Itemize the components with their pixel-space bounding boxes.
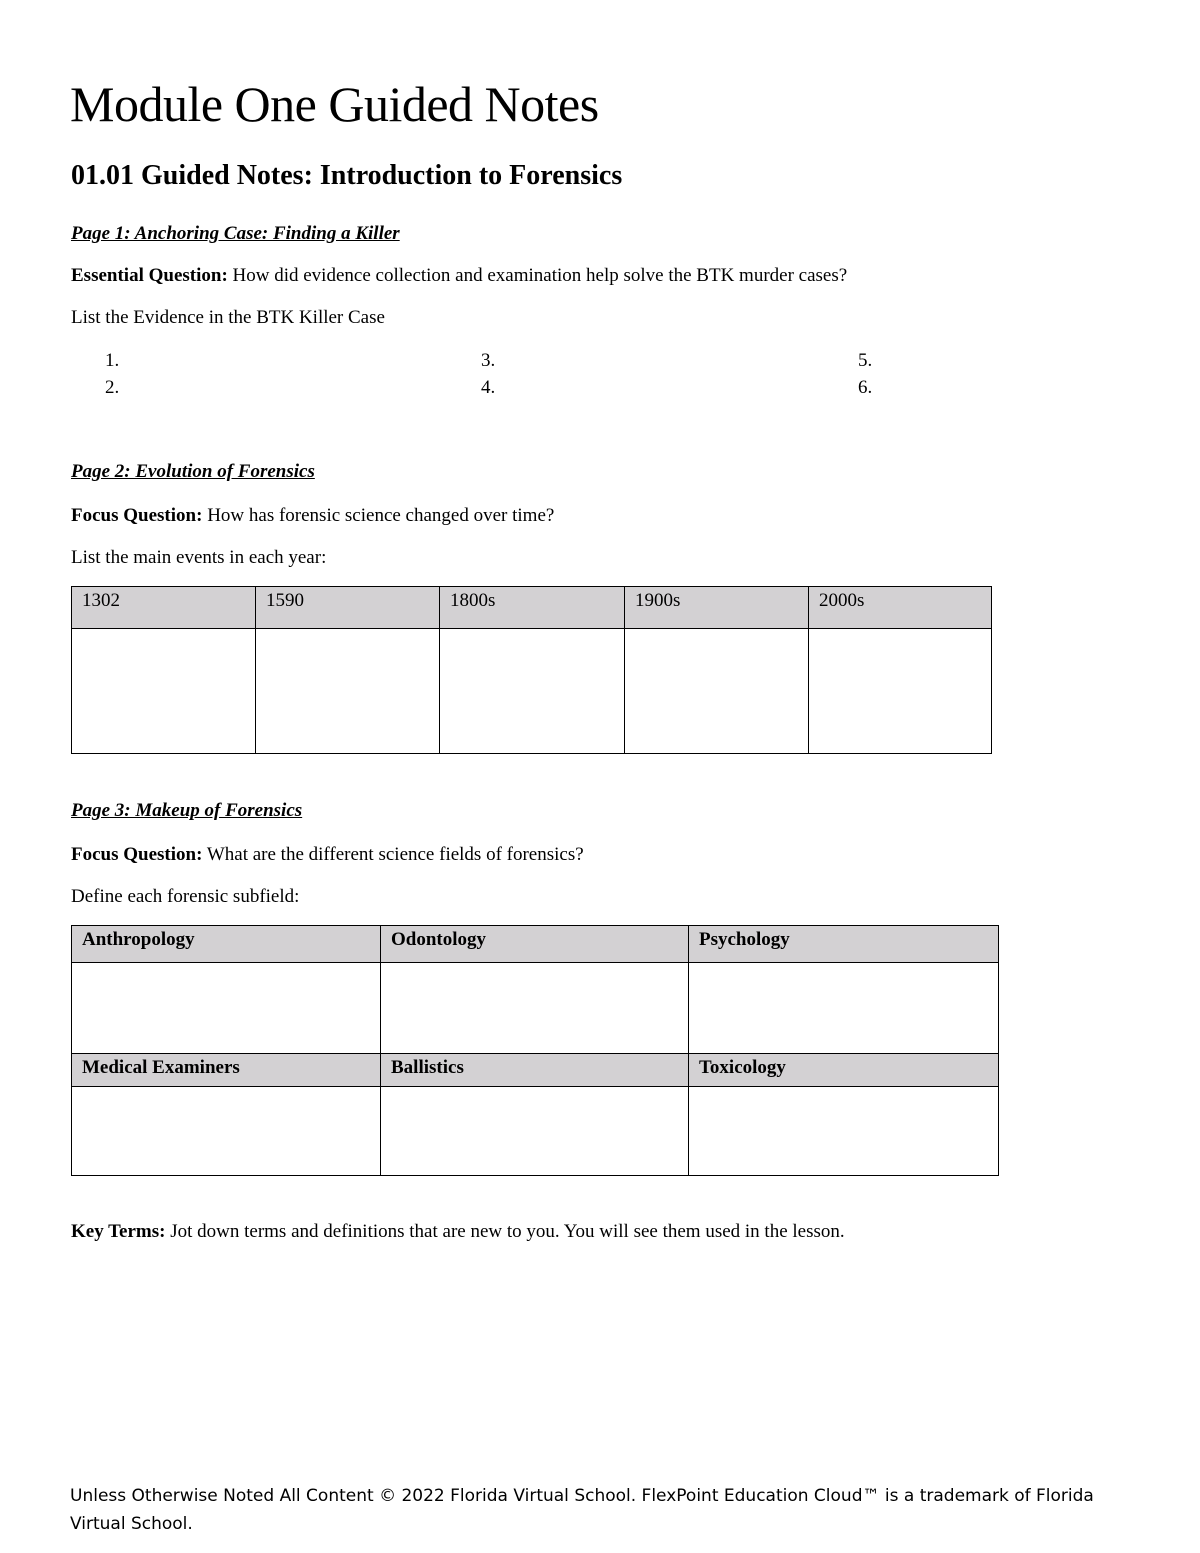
section-title: 01.01 Guided Notes: Introduction to Forensics	[71, 160, 623, 191]
subfield-header-toxicology: Toxicology	[689, 1054, 999, 1087]
page3-list-prompt: Define each forensic subfield:	[71, 886, 300, 907]
document-title: Module One Guided Notes	[70, 76, 599, 132]
key-terms-text: Jot down terms and definitions that are new to you. You will see them used in the lesson.	[165, 1221, 845, 1242]
page1-heading: Page 1: Anchoring Case: Finding a Killer	[71, 223, 400, 244]
focus-question-text: What are the different science fields of forensics?	[202, 844, 584, 865]
year-cell-1590[interactable]	[256, 629, 440, 754]
subfield-header-ballistics: Ballistics	[381, 1054, 689, 1087]
year-cell-2000s[interactable]	[809, 629, 992, 754]
subfield-cell-toxicology[interactable]	[689, 1087, 999, 1176]
evidence-item-4: 4.	[481, 377, 496, 398]
subfield-cell-psychology[interactable]	[689, 963, 999, 1054]
subfield-table	[71, 925, 999, 1176]
focus-question-label: Focus Question:	[71, 844, 203, 865]
evidence-item-1: 1.	[105, 350, 120, 371]
year-header-2000s: 2000s	[809, 587, 992, 629]
subfield-cell-anthropology[interactable]	[72, 963, 381, 1054]
page3-heading: Page 3: Makeup of Forensics	[71, 800, 303, 821]
subfield-header-anthropology: Anthropology	[72, 926, 381, 963]
focus-question-text: How has forensic science changed over time?	[202, 505, 555, 526]
year-header-1800s: 1800s	[440, 587, 625, 629]
subfield-cell-odontology[interactable]	[381, 963, 689, 1054]
subfield-header-psychology: Psychology	[689, 926, 999, 963]
evidence-item-6: 6.	[858, 377, 873, 398]
year-cell-1302[interactable]	[72, 629, 256, 754]
year-cell-1800s[interactable]	[440, 629, 625, 754]
page3-focus-question	[71, 843, 584, 867]
timeline-table	[71, 586, 992, 754]
page1-list-prompt: List the Evidence in the BTK Killer Case	[71, 307, 385, 328]
subfield-cell-medical-examiners[interactable]	[72, 1087, 381, 1176]
page2-list-prompt: List the main events in each year:	[71, 547, 327, 568]
evidence-item-3: 3.	[481, 350, 496, 371]
page2-heading: Page 2: Evolution of Forensics	[71, 461, 315, 482]
year-header-1900s: 1900s	[625, 587, 809, 629]
year-header-1590: 1590	[256, 587, 440, 629]
page2-focus-question	[71, 504, 554, 528]
subfield-header-odontology: Odontology	[381, 926, 689, 963]
copyright-footer: Unless Otherwise Noted All Content © 2022 Florida Virtual School. FlexPoint Education Cloud™ is a trademark of Florida Virtual School.	[70, 1486, 1094, 1534]
essential-question-text: How did evidence collection and examination help solve the BTK murder cases?	[227, 265, 848, 286]
evidence-item-2: 2.	[105, 377, 120, 398]
key-terms	[71, 1220, 845, 1244]
evidence-item-5: 5.	[858, 350, 873, 371]
page1-essential-question	[71, 264, 847, 288]
key-terms-label: Key Terms:	[71, 1221, 166, 1242]
focus-question-label: Focus Question:	[71, 505, 203, 526]
year-header-1302: 1302	[72, 587, 256, 629]
subfield-cell-ballistics[interactable]	[381, 1087, 689, 1176]
year-cell-1900s[interactable]	[625, 629, 809, 754]
subfield-header-medical-examiners: Medical Examiners	[72, 1054, 381, 1087]
essential-question-label: Essential Question:	[71, 265, 228, 286]
